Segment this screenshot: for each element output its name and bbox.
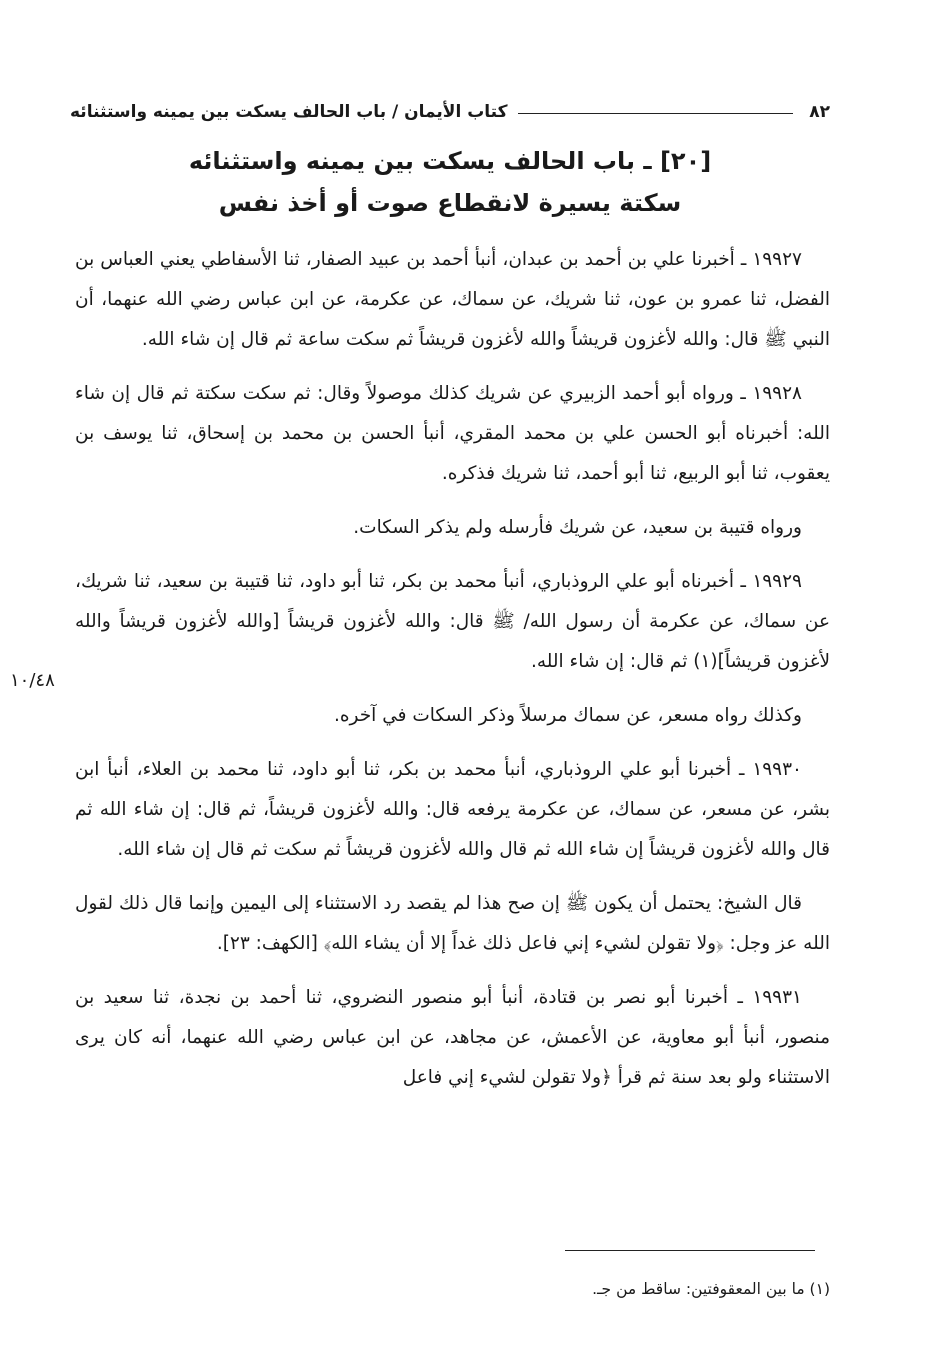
paragraph: ١٩٩٢٩ ـ أخبرناه أبو علي الروذباري، أنبأ محمد بن بكر، ثنا أبو داود، ثنا قتيبة بن سعيد، ثنا شريك، عن سماك، عن عكرمة أن رسول الله/ ﷺ قال: والله لأغزون قريشاً [والله لأغزون قريشاً والله لأغزون قريشاً](١) ثم قال: إن شاء الله. bbox=[75, 571, 830, 672]
header-rule bbox=[518, 113, 794, 114]
chapter-title: [٢٠] ـ باب الحالف يسكت بين يمينه واستثنائه bbox=[188, 147, 712, 175]
chapter-heading bbox=[70, 140, 830, 224]
page-number: ٨٢ bbox=[809, 102, 830, 122]
footnote: (١) ما بين المعقوفتين: ساقط من جـ. bbox=[592, 1280, 830, 1298]
header-title: كتاب الأيمان / باب الحالف يسكت بين يمينه واستثنائه bbox=[70, 102, 508, 122]
footnote-rule bbox=[565, 1250, 815, 1251]
margin-reference: ١٠/٤٨ bbox=[10, 670, 55, 691]
paragraph: قال الشيخ: يحتمل أن يكون ﷺ إن صح هذا لم يقصد رد الاستثناء إلى اليمين وإنما قال ذلك لقول الله عز وجل: ﴿ولا تقولن لشيء إني فاعل ذلك غداً إلا أن يشاء الله﴾ [الكهف: ٢٣]. bbox=[75, 893, 830, 954]
body-text bbox=[75, 240, 830, 1098]
chapter-subtitle: سكتة يسيرة لانقطاع صوت أو أخذ نفس bbox=[218, 189, 682, 217]
paragraph: ١٩٩٢٧ ـ أخبرنا علي بن أحمد بن عبدان، أنبأ أحمد بن عبيد الصفار، ثنا الأسفاطي يعني العباس بن الفضل، ثنا عمرو بن عون، ثنا شريك، عن سماك، عن عكرمة، عن ابن عباس رضي الله عنهما، أن النبي ﷺ قال: والله لأغزون قريشاً والله لأغزون قريشاً ثم سكت ساعة ثم قال إن شاء الله. bbox=[75, 249, 830, 350]
paragraph: وكذلك رواه مسعر، عن سماك مرسلاً وذكر السكات في آخره. bbox=[333, 705, 802, 726]
paragraph: ١٩٩٣٠ ـ أخبرنا أبو علي الروذباري، أنبأ محمد بن بكر، ثنا أبو داود، ثنا محمد بن العلاء، أنبأ ابن بشر، عن مسعر، عن سماك، عن عكرمة يرفعه قال: والله لأغزون قريشاً، ثم قال: إن شاء الله ثم قال والله لأغزون قريشاً إن شاء الله ثم قال والله لأغزون قريشاً ثم سكت ثم قال إن شاء الله. bbox=[75, 759, 830, 860]
paragraph: ورواه قتيبة بن سعيد، عن شريك فأرسله ولم يذكر السكات. bbox=[353, 517, 802, 538]
paragraph: ١٩٩٢٨ ـ ورواه أبو أحمد الزبيري عن شريك كذلك موصولاً وقال: ثم سكت سكتة ثم قال إن شاء الله: أخبرناه أبو الحسن علي بن محمد المقري، أنبأ الحسن بن محمد بن إسحاق، ثنا يوسف بن يعقوب، ثنا أبو الربيع، ثنا أبو أحمد، ثنا شريك فذكره. bbox=[75, 383, 830, 484]
running-header bbox=[70, 88, 830, 122]
paragraph: ١٩٩٣١ ـ أخبرنا أبو نصر بن قتادة، أنبأ أبو منصور النضروي، ثنا أحمد بن نجدة، ثنا سعيد بن منصور، أنبأ أبو معاوية، عن الأعمش، عن مجاهد، عن ابن عباس رضي الله عنهما، أنه كان يرى الاستثناء ولو بعد سنة ثم قرأ ﴿ولا تقولن لشيء إني فاعل bbox=[75, 987, 830, 1088]
